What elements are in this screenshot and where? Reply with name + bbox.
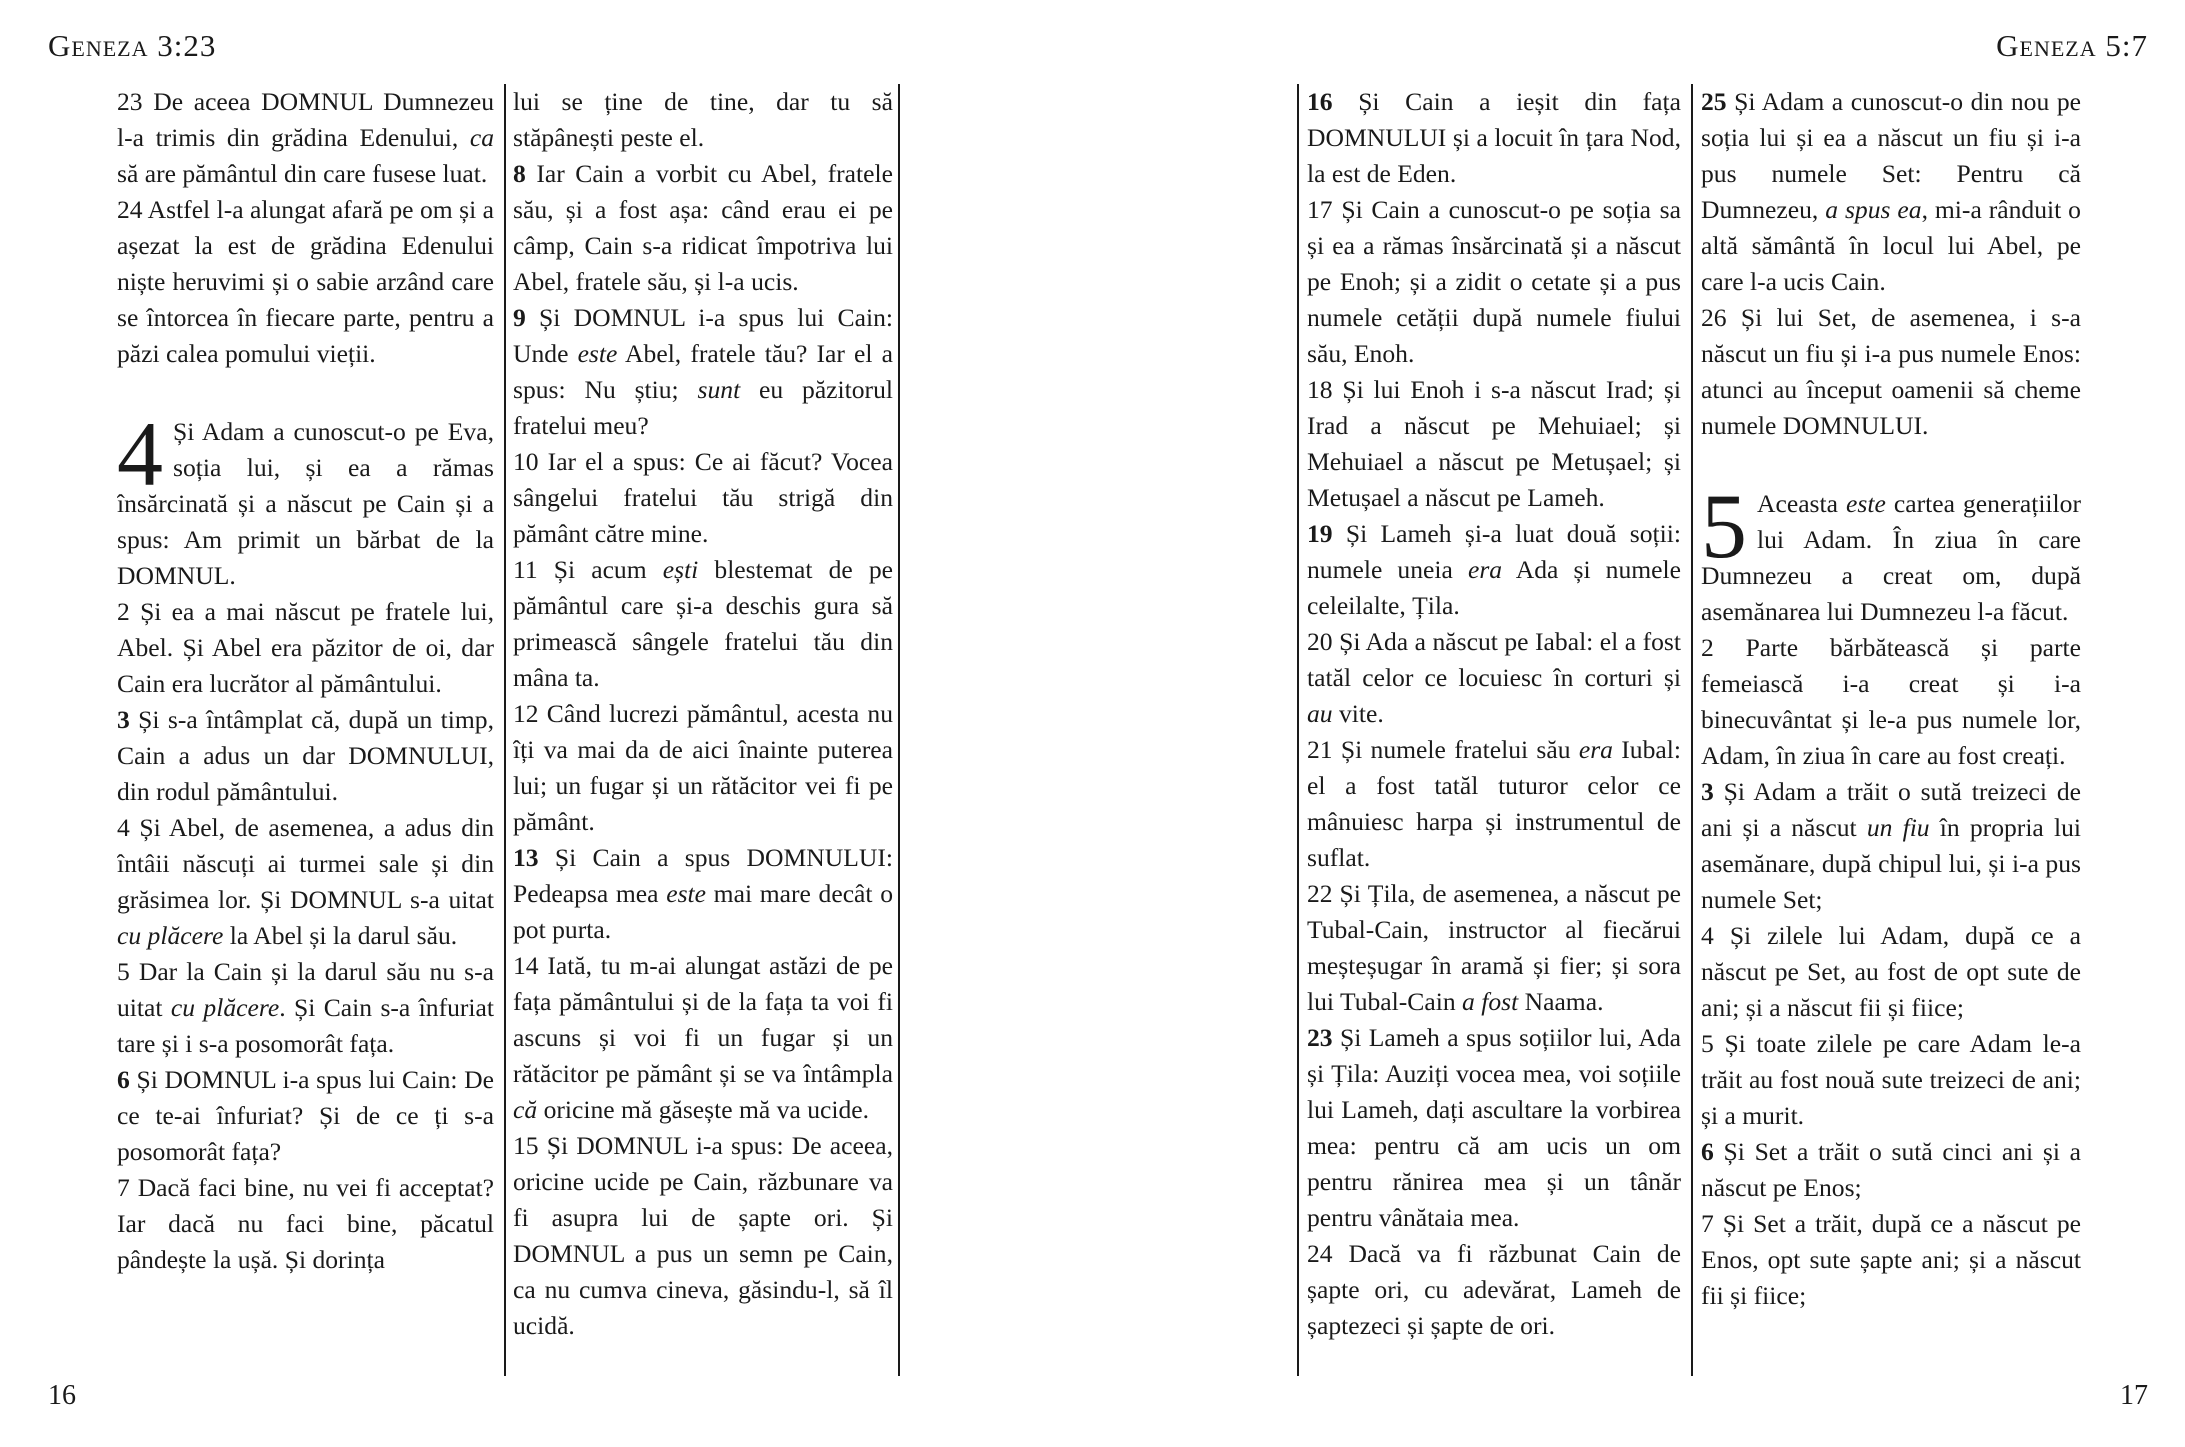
- verse-text: eu păzitorul fratelui meu?: [513, 375, 893, 440]
- verse-text: Și Ada a născut pe Iabal: el a fost tatăl celor ce locuiesc în corturi și: [1307, 627, 1681, 692]
- verse-italic: cu plăcere: [117, 921, 224, 950]
- chapter-number: 4: [117, 403, 163, 505]
- left-page-column-1: [117, 84, 494, 1378]
- verse-italic: ești: [662, 555, 699, 584]
- verse-text: Și DOMNUL i-a spus: De aceea, oricine ucide pe Cain, răzbunare va fi asupra lui de șapte ori. Și DOMNUL a pus un semn pe Cain, ca nu cumva cineva, găsindu-l, să îl ucidă.: [513, 1131, 893, 1340]
- verse-text: să are pământul din care fusese luat.: [117, 159, 488, 188]
- verse-text: De aceea DOMNUL Dumnezeu l-a trimis din grădina Edenului,: [117, 87, 494, 152]
- verse-text: Astfel l-a alungat afară pe om și a așezat la est de grădina Edenului niște heruvimi și o sabie arzând care se întorcea în fiecare parte, pentru a păzi calea pomului vieții.: [117, 195, 494, 368]
- verse-5-2: [1701, 630, 2081, 774]
- verse-text: Și Cain a ieșit din fața DOMNULUI și a locuit în țara Nod, la est de Eden.: [1307, 87, 1681, 188]
- verse-text: Și lui Enoh i s-a născut Irad; și Irad a născut pe Mehuiael; și Mehuiael a născut pe Metușael; și Metușael a născut pe Lameh.: [1307, 375, 1681, 512]
- page-number-left: 16: [48, 1380, 76, 1411]
- verse-4-2: [117, 594, 494, 702]
- verse-text: Și DOMNUL i-a spus lui Cain: Unde: [513, 303, 893, 368]
- verse-text: Și s-a întâmplat că, după un timp, Cain a adus un dar DOMNULUI, din rodul pământului.: [117, 705, 494, 806]
- verse-number: 24: [117, 195, 143, 224]
- verse-text: Iar el a spus: Ce ai făcut? Vocea sângelui fratelui tău strigă din pământ către mine.: [513, 447, 893, 548]
- verse-text: în propria lui asemănare, după chipul lui, și i-a pus numele Set;: [1701, 813, 2081, 914]
- verse-4-16: [1307, 84, 1681, 192]
- running-head-left: Geneza 3:23: [48, 28, 217, 63]
- verse-number: 3: [117, 705, 130, 734]
- verse-text: Și Țila, de asemenea, a născut pe Tubal-Cain, instructor al fiecărui meșteșugar în aramă și fier; și sora lui Tubal-Cain: [1307, 879, 1681, 1016]
- verse-4-7: [117, 1170, 494, 1278]
- column-rule: [1691, 84, 1693, 1376]
- verse-number: 17: [1307, 195, 1333, 224]
- verse-number: 4: [1701, 921, 1714, 950]
- verse-text: . Și Cain s-a înfuriat tare și i s-a posomorât fața.: [117, 993, 494, 1058]
- verse-5-3: [1701, 774, 2081, 918]
- verse-4-19: [1307, 516, 1681, 624]
- chapter-4-opening: [117, 403, 494, 594]
- verse-4-21: [1307, 732, 1681, 876]
- verse-4-6: [117, 1062, 494, 1170]
- verse-text: Și ea a mai născut pe fratele lui, Abel. Și Abel era păzitor de oi, dar Cain era lucrător al pământului.: [117, 597, 494, 698]
- verse-number: 5: [117, 957, 130, 986]
- running-head-right: Geneza 5:7: [1996, 28, 2148, 63]
- verse-4-24: [1307, 1236, 1681, 1344]
- verse-text: lui se ține de tine, dar tu să stăpânești peste el.: [513, 87, 893, 152]
- verse-text: Și Adam a cunoscut-o pe Eva, soția lui, și ea a rămas însărcinată și a născut pe Cain și a spus: Am primit un bărbat de la DOMNUL.: [117, 417, 494, 590]
- verse-text: Și Adam a cunoscut-o din nou pe soția lui și ea a născut un fiu și i-a pus numele Set: Pentru că Dumnezeu,: [1701, 87, 2081, 224]
- verse-text: Și Set a trăit, după ce a născut pe Enos, opt sute șapte ani; și a născut fii și fiice;: [1701, 1209, 2081, 1310]
- verse-text: Și Lameh a spus soțiilor lui, Ada și Țila: Auziți vocea mea, voi soțiile lui Lameh, dați ascultare la vorbirea mea: pentru că am ucis un om pentru rănirea mea și un tânăr pentru vânătaia mea.: [1307, 1023, 1681, 1232]
- verse-text: Și zilele lui Adam, după ce a născut pe Set, au fost de opt sute de ani; și a născut fii și fiice;: [1701, 921, 2081, 1022]
- right-page-column-2: [1701, 84, 2081, 1378]
- verse-text: , mi-a rânduit o altă sământă în locul lui Abel, pe care l-a ucis Cain.: [1701, 195, 2081, 296]
- verse-number: 24: [1307, 1239, 1333, 1268]
- verse-4-15: [513, 1128, 893, 1344]
- verse-text: mai mare decât o pot purta.: [513, 879, 893, 944]
- verse-text: Și acum: [553, 555, 663, 584]
- verse-number: 2: [117, 597, 130, 626]
- chapter-5-opening: [1701, 475, 2081, 630]
- verse-number: 9: [513, 303, 526, 332]
- verse-number: 19: [1307, 519, 1333, 548]
- chapter-number: 5: [1701, 475, 1747, 577]
- verse-4-18: [1307, 372, 1681, 516]
- verse-italic: era: [1467, 555, 1503, 584]
- verse-4-9: [513, 300, 893, 444]
- verse-text: Și lui Set, de asemenea, i s-a născut un fiu și i-a pus numele Enos: atunci au început oamenii să cheme numele DOMNULUI.: [1701, 303, 2081, 440]
- verse-number: 18: [1307, 375, 1333, 404]
- verse-4-11: [513, 552, 893, 696]
- verse-number: 5: [1701, 1029, 1714, 1058]
- verse-number: 20: [1307, 627, 1333, 656]
- verse-number: 4: [117, 813, 130, 842]
- verse-italic: a fost: [1462, 987, 1519, 1016]
- verse-number: 8: [513, 159, 526, 188]
- verse-4-12: [513, 696, 893, 840]
- verse-text: Abel, fratele tău? Iar el a spus: Nu știu;: [513, 339, 893, 404]
- verse-text: Iubal: el a fost tatăl tuturor celor ce mânuiesc harpa și instrumentul de suflat.: [1307, 735, 1681, 872]
- verse-text: cartea generațiilor lui Adam. În ziua în care Dumnezeu a creat om, după asemănarea lui Dumnezeu l-a făcut.: [1701, 489, 2081, 626]
- verse-number: 11: [513, 555, 538, 584]
- verse-4-25: [1701, 84, 2081, 300]
- verse-text: Ada și numele celeilalte, Țila.: [1307, 555, 1681, 620]
- column-rule: [898, 84, 900, 1376]
- verse-italic: a spus ea: [1825, 195, 1922, 224]
- verse-text: Dacă faci bine, nu vei fi acceptat? Iar dacă nu faci bine, păcatul pândește la ușă. Și dorința: [117, 1173, 494, 1274]
- verse-text: Și numele fratelui său: [1340, 735, 1579, 764]
- verse-5-6: [1701, 1134, 2081, 1206]
- verse-4-22: [1307, 876, 1681, 1020]
- verse-5-7: [1701, 1206, 2081, 1314]
- verse-text: Și Cain a spus DOMNULUI: Pedeapsa mea: [513, 843, 893, 908]
- verse-text: Dar la Cain și la darul său nu s-a uitat: [117, 957, 494, 1022]
- verse-5-5: [1701, 1026, 2081, 1134]
- verse-italic: era: [1578, 735, 1613, 764]
- verse-text: oricine mă găsește mă va ucide.: [537, 1095, 870, 1124]
- verse-number: 2: [1701, 633, 1714, 662]
- verse-italic: este: [577, 339, 618, 368]
- verse-4-13: [513, 840, 893, 948]
- verse-4-10: [513, 444, 893, 552]
- verse-text: Și Adam a trăit o sută treizeci de ani și a născut: [1701, 777, 2081, 842]
- verse-number: 23: [1307, 1023, 1333, 1052]
- verse-4-26: [1701, 300, 2081, 444]
- verse-4-17: [1307, 192, 1681, 372]
- verse-text: Și toate zilele pe care Adam le-a trăit au fost nouă sute treizeci de ani; și a murit.: [1701, 1029, 2081, 1130]
- verse-number: 22: [1307, 879, 1333, 908]
- right-page-column-1: [1307, 84, 1681, 1378]
- verse-italic: ca: [469, 123, 494, 152]
- verse-italic: cu plăcere: [170, 993, 280, 1022]
- verse-italic: sunt: [697, 375, 741, 404]
- verse-5-4: [1701, 918, 2081, 1026]
- verse-4-4: [117, 810, 494, 954]
- verse-number: 10: [513, 447, 539, 476]
- verse-4-20: [1307, 624, 1681, 732]
- verse-text: Iar Cain a vorbit cu Abel, fratele său, și a fost așa: când erau ei pe câmp, Cain s-a ridicat împotriva lui Abel, fratele său, și l-a ucis.: [513, 159, 893, 296]
- verse-text: Și Set a trăit o sută cinci ani și a născut pe Enos;: [1701, 1137, 2081, 1202]
- verse-number: 15: [513, 1131, 539, 1160]
- verse-text: vite.: [1332, 699, 1384, 728]
- column-rule: [1297, 84, 1299, 1376]
- verse-italic: un fiu: [1866, 813, 1930, 842]
- verse-3-23: [117, 84, 494, 192]
- verse-number: 14: [513, 951, 539, 980]
- column-rule: [504, 84, 506, 1376]
- verse-number: 12: [513, 699, 539, 728]
- verse-italic: este: [666, 879, 706, 908]
- verse-4-8: [513, 156, 893, 300]
- verse-number: 25: [1701, 87, 1727, 116]
- verse-3-24: [117, 192, 494, 372]
- verse-number: 21: [1307, 735, 1333, 764]
- verse-text: Și Cain a cunoscut-o pe soția sa și ea a rămas însărcinată și a născut pe Enoh; și a zidit o cetate și a pus numele cetății după numele fiului său, Enoh.: [1307, 195, 1681, 368]
- verse-text: blestemat de pe pământul care și-a deschis gura să primească sângele fratelui tău din mâna ta.: [513, 555, 893, 692]
- verse-number: 6: [117, 1065, 130, 1094]
- page-number-right: 17: [2120, 1380, 2148, 1411]
- verse-text: Și Lameh și-a luat două soții: numele uneia: [1307, 519, 1681, 584]
- verse-text: la Abel și la darul său.: [223, 921, 458, 950]
- verse-number: 3: [1701, 777, 1714, 806]
- verse-number: 16: [1307, 87, 1333, 116]
- verse-text: Și DOMNUL i-a spus lui Cain: De ce te-ai înfuriat? Și de ce ți s-a posomorât fața?: [117, 1065, 494, 1166]
- verse-4-14: [513, 948, 893, 1128]
- verse-italic: este: [1846, 489, 1886, 518]
- verse-4-5: [117, 954, 494, 1062]
- verse-number: 6: [1701, 1137, 1714, 1166]
- verse-text: Când lucrezi pământul, acesta nu îți va mai da de aici înainte puterea lui; un fugar și un rătăcitor vei fi pe pământ.: [513, 699, 893, 836]
- verse-number: 13: [513, 843, 539, 872]
- verse-text: Iată, tu m-ai alungat astăzi de pe fața pământului și de la fața ta voi fi ascuns și voi fi un fugar și un rătăcitor pe pământ și se va întâmpla: [513, 951, 893, 1088]
- verse-text: Naama.: [1518, 987, 1604, 1016]
- verse-4-7-continued: [513, 84, 893, 156]
- verse-text: Aceasta: [1757, 489, 1847, 518]
- verse-number: 7: [117, 1173, 130, 1202]
- verse-4-23: [1307, 1020, 1681, 1236]
- verse-number: 23: [117, 87, 143, 116]
- verse-text: Parte bărbătească și parte femeiască i-a creat și i-a binecuvântat și le-a pus numele lor, Adam, în ziua în care au fost creați.: [1701, 633, 2081, 770]
- verse-italic: că: [513, 1095, 538, 1124]
- verse-italic: au: [1307, 699, 1333, 728]
- verse-4-3: [117, 702, 494, 810]
- verse-number: 7: [1701, 1209, 1714, 1238]
- verse-number: 26: [1701, 303, 1727, 332]
- verse-text: Și Abel, de asemenea, a adus din întâii născuți ai turmei sale și din grăsimea lor. Și DOMNUL s-a uitat: [117, 813, 494, 914]
- verse-text: Dacă va fi răzbunat Cain de șapte ori, cu adevărat, Lameh de șaptezeci și șapte de ori.: [1307, 1239, 1681, 1340]
- left-page-column-2: [513, 84, 893, 1378]
